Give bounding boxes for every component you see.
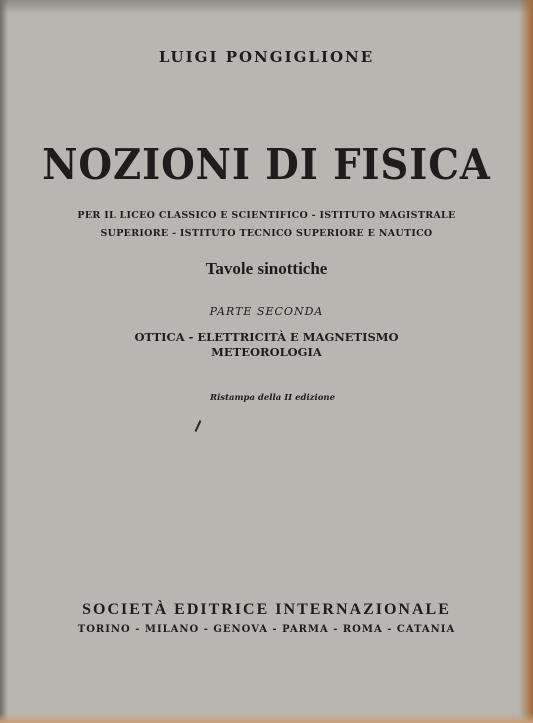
author-name: LUIGI PONGIGLIONE <box>158 48 375 66</box>
part-label: PARTE SECONDA <box>209 305 324 318</box>
topics-line-2: METEOROLOGIA <box>211 345 322 359</box>
tavole-heading: Tavole sinottiche <box>205 259 328 278</box>
publisher-name: SOCIETÀ EDITRICE INTERNAZIONALE <box>82 601 451 618</box>
reprint-note: Ristampa della II edizione <box>210 393 335 403</box>
publisher-cities: TORINO - MILANO - GENOVA - PARMA - ROMA - CATANIA <box>77 624 456 635</box>
book-title: NOZIONI DI FISICA <box>42 140 491 189</box>
pencil-mark <box>195 420 202 432</box>
cover-bottom-edge <box>0 713 533 723</box>
subtitle-line-1: PER IL LICEO CLASSICO E SCIENTIFICO - ISTITUTO MAGISTRALE <box>77 210 456 221</box>
topics-line-1: OTTICA - ELETTRICITÀ E MAGNETISMO <box>134 330 399 344</box>
subtitle <box>0 207 533 243</box>
subtitle-line-2: SUPERIORE - ISTITUTO TECNICO SUPERIORE E NAUTICO <box>100 228 433 239</box>
topics <box>0 330 533 360</box>
